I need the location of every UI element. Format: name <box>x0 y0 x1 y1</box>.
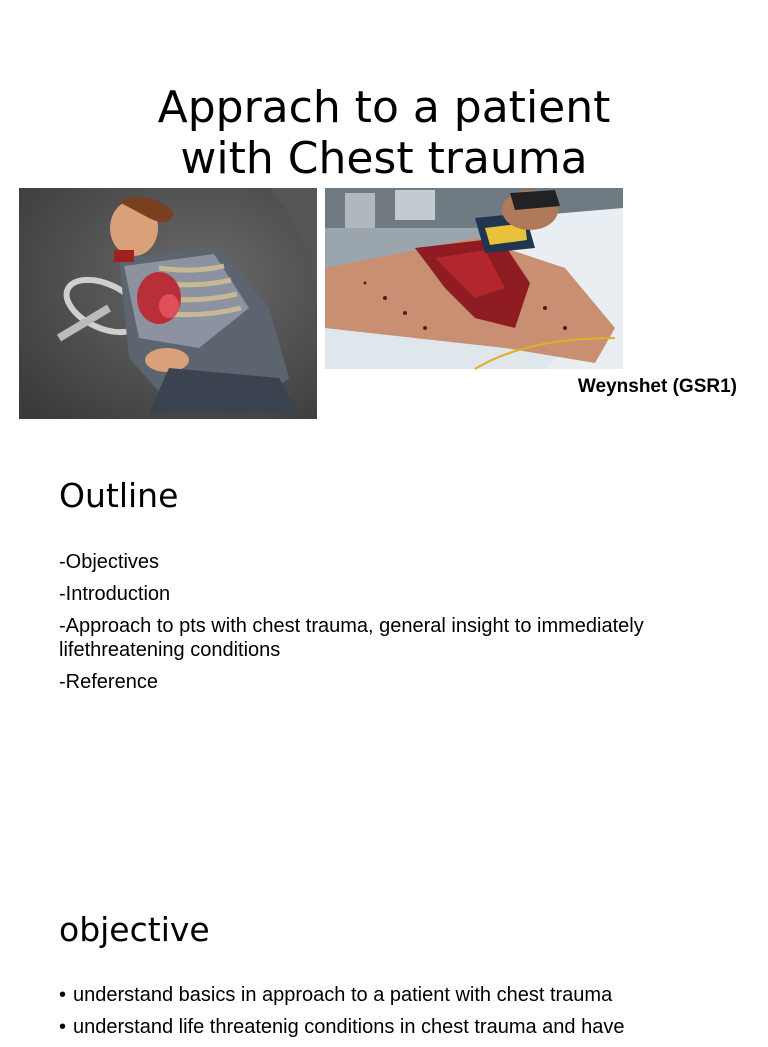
objective-slide <box>0 870 768 1038</box>
outline-item: -Objectives <box>59 551 160 573</box>
outline-slide <box>0 436 768 866</box>
slide-title-line-1: Apprach to a patient <box>157 82 611 133</box>
title-slide <box>0 0 768 430</box>
objective-item-text: understand life threatenig conditions in chest trauma and have <box>73 1016 625 1038</box>
bullet-icon: • <box>59 1016 67 1038</box>
chest-trauma-illustration <box>19 188 317 419</box>
objective-list <box>59 983 759 1047</box>
author-name: Weynshet (GSR1) <box>577 376 737 397</box>
chest-trauma-photo <box>325 188 623 369</box>
objective-item-text: understand basics in approach to a patient with chest trauma <box>73 984 613 1006</box>
outline-item: -Approach to pts with chest trauma, general insight to immediately lifethreatening conditions <box>59 615 644 661</box>
outline-heading: Outline <box>59 476 179 515</box>
slide-title <box>0 82 768 184</box>
outline-item: -Introduction <box>59 583 171 605</box>
objective-item <box>59 1015 759 1039</box>
objective-heading: objective <box>59 910 210 949</box>
outline-item: -Reference <box>59 671 158 693</box>
objective-item <box>59 983 759 1007</box>
outline-list <box>59 550 719 702</box>
bullet-icon: • <box>59 984 67 1006</box>
slide-title-line-2: with Chest trauma <box>180 133 588 184</box>
